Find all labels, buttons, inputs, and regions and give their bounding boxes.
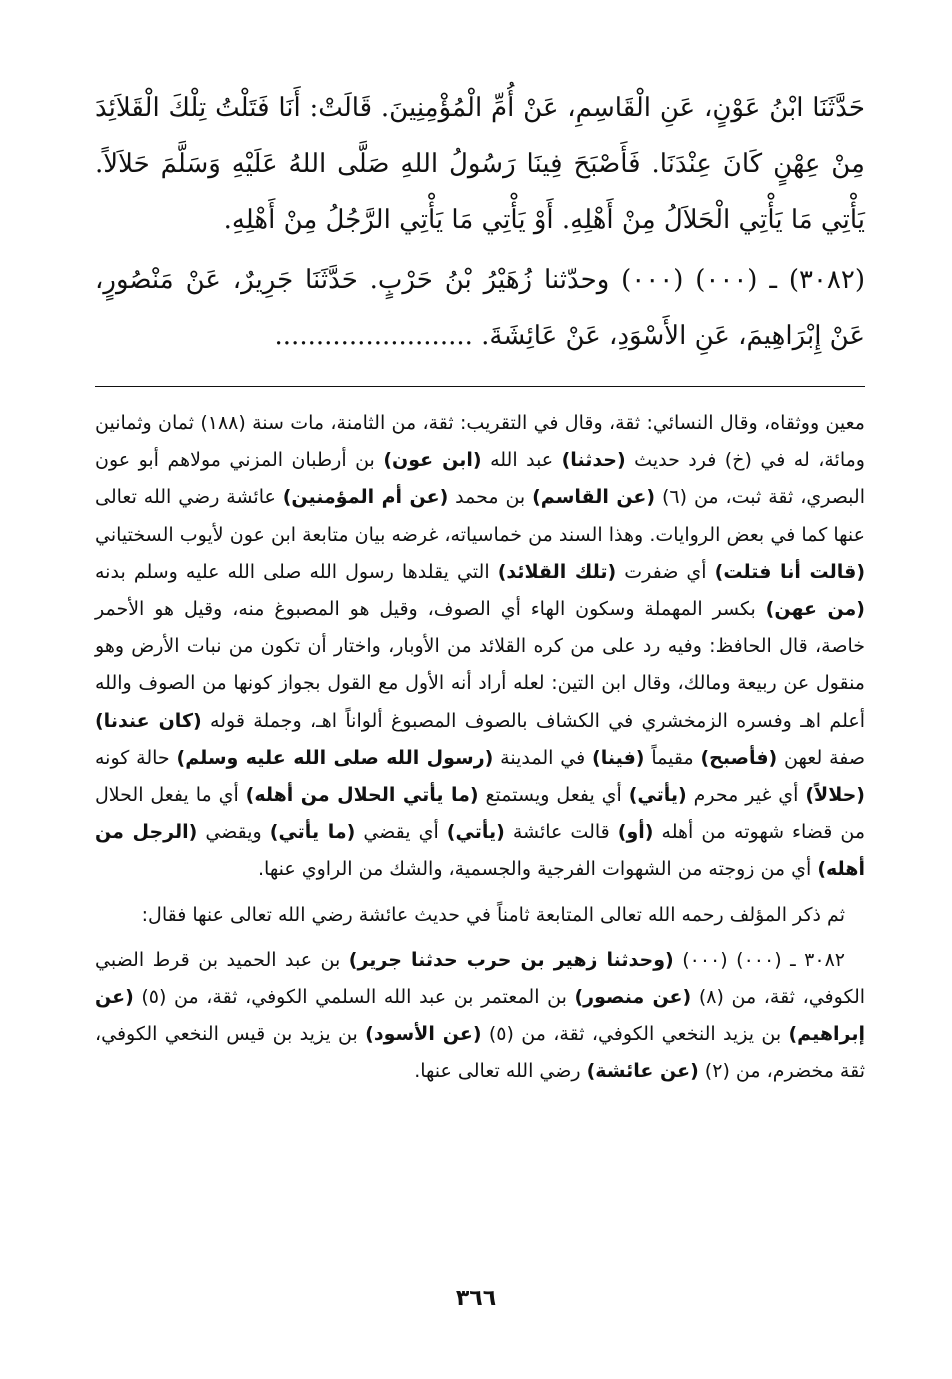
text-run: بن عبد الحميد بن قرط الضبي الكوفي، ثقة، من (٨) (95, 948, 866, 1009)
bold-quote: (قالت أنا فتلت) (714, 560, 865, 583)
text-run: مقيماً (644, 746, 701, 769)
text-run: بن أرطبان المزني مولاهم أبو عون البصري، ثقة ثبت، من (٦) (95, 449, 865, 509)
bold-quote: (عن أم المؤمنين) (282, 486, 449, 509)
text-run: معين ووثقاه، وقال النسائي: ثقة، وقال في التقريب: ثقة، من الثامنة، مات سنة (١٨٨) ثمان وثمانين ومائة، له في (خ) فرد حديث (95, 412, 865, 472)
bold-quote: (حلالاً) (805, 784, 865, 807)
text-run: التي يقلدها رسول الله صلى الله عليه وسلم بدنه (95, 560, 498, 583)
ellipsis-dots: ........................ (274, 321, 473, 351)
text-run: بن المعتمر بن عبد الله السلمي الكوفي، ثقة، من (٥) (133, 986, 575, 1009)
page-body (95, 80, 865, 1091)
bold-quote: (عن عائشة) (586, 1060, 699, 1083)
bold-quote: (عن القاسم) (532, 486, 656, 509)
text-run: حالة كونه (95, 746, 177, 769)
bold-quote: (رسول الله صلى الله عليه وسلم) (176, 746, 494, 769)
text-run: أي غير محرم (686, 784, 806, 807)
text-run: أي من زوجته من الشهوات الفرجية والجسمية، والشك من الراوي عنها. (258, 858, 818, 881)
text-run: عبد الله (481, 449, 562, 472)
hadith-paragraph-1: حَدَّثَنَا ابْنُ عَوْنٍ، عَنِ الْقَاسِمِ، عَنْ أُمِّ الْمُؤْمِنِينَ. قَالَتْ: أَنَا فَتَلْتُ تِلْكَ الْقَلاَئِدَ مِنْ عِهْنٍ كَانَ عِنْدَنَا. فَأَصْبَحَ فِينَا رَسُولُ اللهِ صَلَّى اللهُ عَلَيْهِ وَسَلَّمَ حَلاَلاً. يَأْتِي مَا يَأْتِي الْحَلاَلُ مِنْ أَهْلِهِ. أَوْ يَأْتِي مَا يَأْتِي الرَّجُلُ مِنْ أَهْلِهِ. (95, 93, 865, 235)
bold-quote: (عن منصور) (574, 986, 692, 1009)
bold-quote: (عن الأسود) (365, 1023, 482, 1046)
bold-quote: (من عهن) (765, 598, 865, 621)
bold-quote: (الرجل من أهله) (95, 821, 865, 881)
text-run: في المدينة (493, 746, 593, 769)
text-run: رضي الله تعالى عنها. (414, 1060, 587, 1083)
bold-quote: (ابن عون) (383, 449, 482, 472)
text-run: ٣٠٨٢ ـ (٠٠٠) (٠٠٠) (673, 948, 845, 971)
bold-quote: (ما يأتي) (269, 821, 356, 844)
text-run: أي يفعل ويستمتع (478, 784, 629, 807)
bold-quote: (فأصبح) (700, 746, 778, 769)
bold-quote: (يأتي) (628, 784, 687, 807)
bold-quote: (فينا) (592, 746, 645, 769)
bold-quote: (أو) (617, 821, 654, 844)
commentary-paragraph-1 (95, 405, 865, 889)
text-run: صفة لعهن (777, 746, 865, 769)
text-run: بن محمد (448, 486, 533, 509)
text-run: بن يزيد النخعي الكوفي، ثقة، من (٥) (481, 1023, 789, 1046)
hadith-text (95, 80, 865, 364)
bold-quote: (حدثنا) (561, 449, 626, 472)
bold-quote: (وحدثنا زهير بن حرب حدثنا جرير) (348, 948, 674, 971)
bold-quote: (ما يأتي الحلال من أهله) (245, 784, 479, 807)
text-run: ويقضي (197, 821, 270, 844)
text-run: أي ضفرت (616, 560, 715, 583)
bold-quote: (عن إبراهيم) (95, 986, 865, 1046)
text-run: عائشة رضي الله تعالى عنها كما في بعض الروايات. وهذا السند من خماسياته، غرضه بيان متابعة ابن عون لأيوب السختياني (95, 486, 865, 546)
hadith-paragraph-2-text: (٣٠٨٢) ـ (٠٠٠) (٠٠٠) وحدّثنا زُهَيْرُ بْنُ حَرْبٍ. حَدَّثَنَا جَرِيرٌ، عَنْ مَنْصُورٍ، عَنْ إِبْرَاهِيمَ، عَنِ الأَسْوَدِ، عَنْ عَائِشَةَ. (95, 265, 865, 351)
commentary-text (95, 405, 865, 1091)
commentary-paragraph-2: ثم ذكر المؤلف رحمه الله تعالى المتابعة ثامناً في حديث عائشة رضي الله تعالى عنها فقال: (141, 903, 845, 926)
hadith-paragraph-2 (95, 252, 865, 364)
bold-quote: (تلك القلائد) (497, 560, 617, 583)
text-run: قالت عائشة (504, 821, 618, 844)
bold-quote: (يأتي) (446, 821, 505, 844)
footnote-divider (95, 386, 865, 387)
page-number: ٣٦٦ (455, 1286, 497, 1311)
text-run: بكسر المهملة وسكون الهاء أي الصوف، وقيل هو المصبوغ منه، وقيل هو الأحمر خاصة، قال الحافظ: وفيه رد على من كره القلائد من الأوبار، واختار أن تكون من نبات الأرض وهو منقول عن ربيعة ومالك، وقال ابن التين: لعله أراد أنه الأول مع القول بجواز كونها من الصوف والله أعلم اهـ وفسره الزمخشري في الكشاف بالصوف المصبوغ ألواناً اهـ، وجملة قوله (95, 598, 865, 732)
commentary-paragraph-3 (95, 942, 865, 1091)
text-run: أي ما يفعل الحلال من قضاء شهوته من أهله (95, 784, 865, 844)
text-run: بن يزيد بن قيس النخعي الكوفي، ثقة مخضرم، من (٢) (95, 1023, 865, 1083)
text-run: أي يقضي (355, 821, 447, 844)
bold-quote: (كان عندنا) (95, 709, 202, 732)
